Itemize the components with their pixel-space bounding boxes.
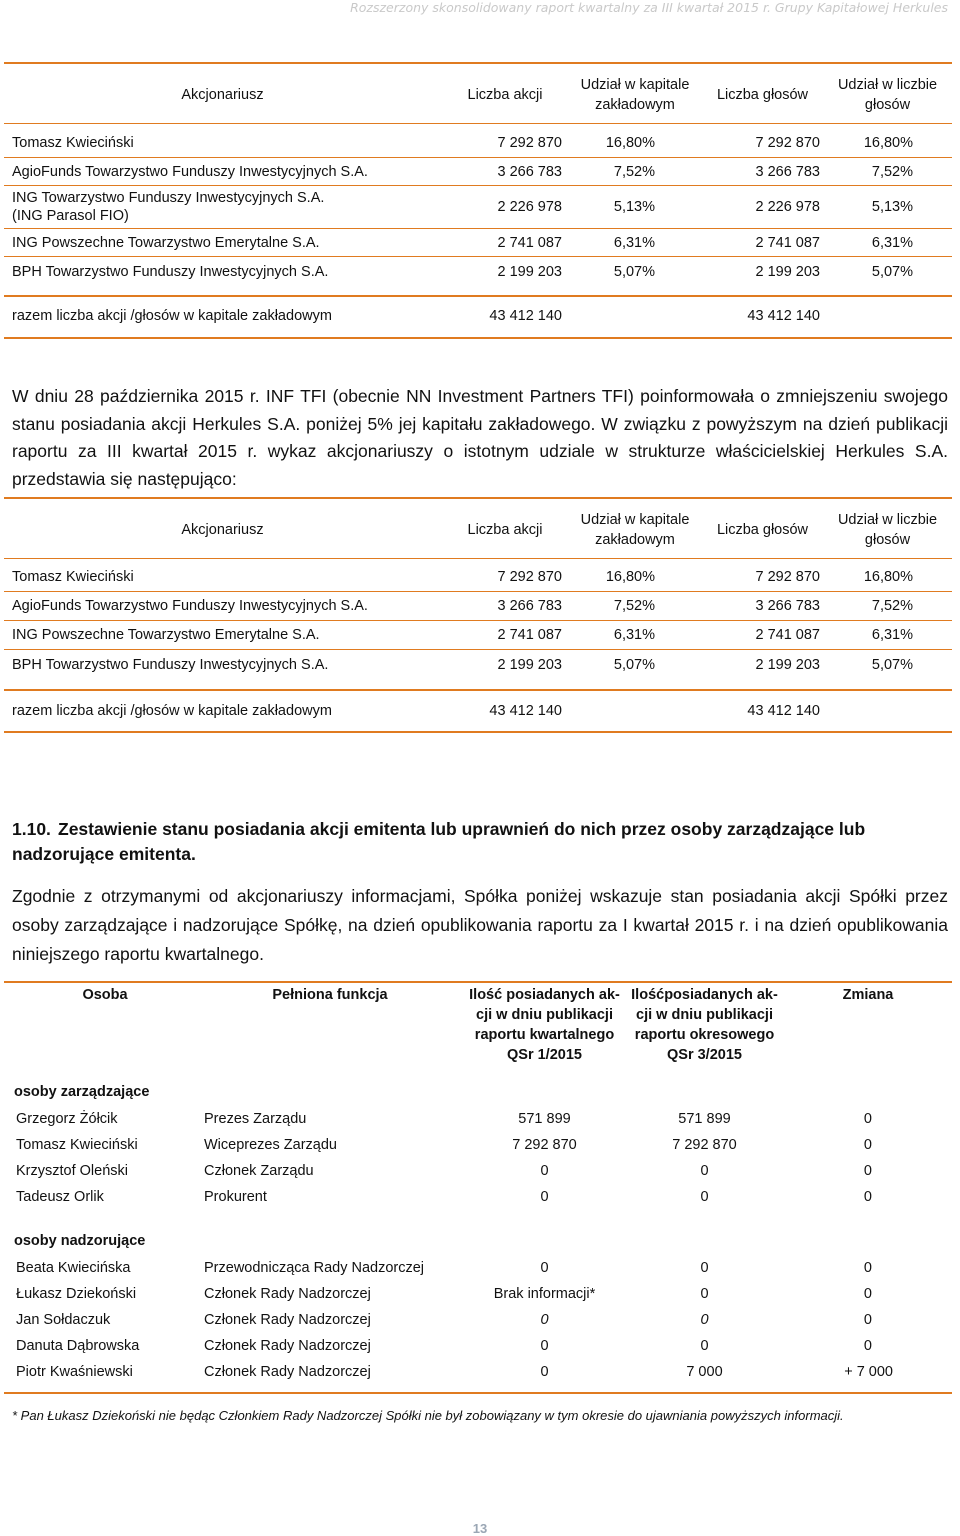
table-cell: 0 [700,1286,709,1302]
t2-header-udzial-glosy-l2: głosów [864,532,911,548]
table-row: ING Powszechne Towarzystwo Emerytalne S.A. [12,627,320,643]
t2-header-akcjonariusz: Akcjonariusz [181,522,264,538]
table-cell: 3 266 783 [497,164,562,180]
table-cell: Członek Rady Nadzorczej [204,1364,371,1380]
table-row: Łukasz Dziekoński [16,1286,137,1302]
section-title: Zestawienie stanu posiadania akcji emitenta lub uprawnień do nich przez osoby zarządzające lub nadzorujące emitenta. [12,819,866,864]
table-cell: 0 [863,1111,872,1127]
t3-header-q1 [452,985,637,1065]
table-cell: 16,80% [605,569,655,585]
table-cell: 7 292 870 [512,1137,577,1153]
table-row: Jan Sołdaczuk [16,1312,111,1328]
table-cell: 2 741 087 [755,627,820,643]
row-divider [4,157,952,158]
paragraph-holdings-intro: Zgodnie z otrzymanymi od akcjonariuszy informacjami, Spółka poniżej wskazuje stan posiadania akcji Spółki przez osoby zarządzające i nadzorujące Spółkę, na dzień opublikowania raportu za I kwartał 2015 r. i na dzień opublikowania niniejszego raportu kwartalnego. [12,886,948,964]
t1-header-rule [4,123,952,124]
table-cell: 2 741 087 [497,235,562,251]
table-row: Beata Kwiecińska [16,1260,131,1276]
t3-header-q3 [612,985,797,1065]
table-cell: 2 741 087 [497,627,562,643]
table-row: BPH Towarzystwo Funduszy Inwestycyjnych S.A. [12,657,329,673]
t3-header-q3-l1: Ilośćposiadanych ak- [631,987,778,1003]
table-row: ING Towarzystwo Funduszy Inwestycyjnych S.A. [12,190,325,206]
table-cell: 0 [863,1312,872,1328]
table-row-sub: (ING Parasol FIO) [12,208,129,224]
table-row: AgioFunds Towarzystwo Funduszy Inwestycyjnych S.A. [12,598,368,614]
row-divider [4,185,952,186]
table-cell: 0 [700,1260,709,1276]
table-cell: 2 199 203 [497,657,562,673]
t2-header-rule [4,558,952,559]
table-row: Tomasz Kwieciński [16,1137,138,1153]
section-heading [12,817,942,867]
t3-header-q3-l3: raportu okresowego [634,1027,775,1043]
table-cell: Członek Zarządu [204,1163,314,1179]
table-cell: 2 226 978 [497,199,562,215]
table-cell: 7 292 870 [497,569,562,585]
table-cell: 16,80% [605,135,655,151]
t1-total-rule [4,295,952,297]
t3-header-q3-l2: cji w dniu publikacji [636,1007,773,1023]
t1-header-udzial-glosy-l1: Udział w liczbie [837,77,938,93]
table-row: Tadeusz Orlik [16,1189,104,1205]
table-cell: 7 292 870 [497,135,562,151]
table-cell: 6,31% [871,627,913,643]
t3-header-zmiana: Zmiana [842,987,894,1003]
table-cell: Członek Rady Nadzorczej [204,1312,371,1328]
t1-header-udzial-glosy-l2: głosów [864,97,911,113]
t3-header-q1-l4: QSr 1/2015 [507,1047,582,1063]
table-row: AgioFunds Towarzystwo Funduszy Inwestycyjnych S.A. [12,164,368,180]
t3-header-funkcja: Pełniona funkcja [272,987,388,1003]
table-cell: 0 [540,1163,549,1179]
t2-header-udzial-glosy-l1: Udział w liczbie [837,512,938,528]
table-cell: 0 [863,1260,872,1276]
table-cell: Członek Rady Nadzorczej [204,1286,371,1302]
t3-header-q1-l1: Ilość posiadanych ak- [469,987,620,1003]
t3-header-osoba: Osoba [82,987,128,1003]
t3-header-q1-l2: cji w dniu publikacji [476,1007,613,1023]
table-row: Piotr Kwaśniewski [16,1364,133,1380]
table-row: Danuta Dąbrowska [16,1338,140,1354]
row-divider [4,620,952,621]
table-cell: 0 [540,1364,549,1380]
table-cell: 0 [863,1137,872,1153]
table-cell: 5,07% [613,657,655,673]
table-cell: 7 000 [686,1364,723,1380]
report-header: Rozszerzony skonsolidowany raport kwartalny za III kwartał 2015 r. Grupy Kapitałowej Herkules [350,0,948,15]
table-cell: Prezes Zarządu [204,1111,307,1127]
table-cell: 3 266 783 [755,164,820,180]
table-cell: 0 [540,1338,549,1354]
table1-top-rule [4,62,952,64]
table-cell: Wiceprezes Zarządu [204,1137,337,1153]
t2-header-udzial-kapital-l1: Udział w kapitale [580,512,690,528]
t1-total-label: razem liczba akcji /głosów w kapitale zakładowym [12,308,332,324]
table-cell: 0 [863,1163,872,1179]
table-cell: 3 266 783 [497,598,562,614]
table3-bottom-rule [4,1392,952,1394]
table-row: Tomasz Kwieciński [12,569,134,585]
table-cell: 571 899 [678,1111,731,1127]
table-cell: 0 [700,1163,709,1179]
row-divider [4,228,952,229]
table-cell: Prokurent [204,1189,267,1205]
table-cell: 5,07% [871,264,913,280]
table-cell: 6,31% [613,627,655,643]
table-cell: 7 292 870 [672,1137,737,1153]
t2-total-votes: 43 412 140 [747,703,820,719]
t1-header-udzial-kapital-l2: zakładowym [595,97,675,113]
t1-total-votes: 43 412 140 [747,308,820,324]
table-cell: 0 [700,1312,709,1328]
table-cell: 2 741 087 [755,235,820,251]
t1-header-akcjonariusz: Akcjonariusz [181,87,264,103]
table-cell: 7 292 870 [755,569,820,585]
table-cell: 7 292 870 [755,135,820,151]
table-cell: 16,80% [863,135,913,151]
t1-header-udzial-glosy [820,75,955,115]
table-cell: 7,52% [871,598,913,614]
table-cell: 2 199 203 [497,264,562,280]
table-cell: 0 [700,1338,709,1354]
t1-bottom-rule [4,337,952,339]
table-cell: Członek Rady Nadzorczej [204,1338,371,1354]
table-cell: 2 199 203 [755,657,820,673]
table3-top-rule [4,981,952,983]
table-cell: 2 199 203 [755,264,820,280]
table-cell: 0 [540,1312,549,1328]
table-cell: 5,07% [871,657,913,673]
table-cell: 2 226 978 [755,199,820,215]
table-cell: 7,52% [613,598,655,614]
table-cell: 0 [863,1338,872,1354]
t3-header-q1-l3: raportu kwartalnego [474,1027,615,1043]
table-cell: 0 [700,1189,709,1205]
table-cell: 6,31% [871,235,913,251]
table-cell: 5,07% [613,264,655,280]
t2-header-udzial-kapital [560,510,710,550]
t1-header-udzial-kapital-l1: Udział w kapitale [580,77,690,93]
table-cell: Brak informacji* [493,1286,596,1302]
t1-header-udzial-kapital [560,75,710,115]
table-cell: 3 266 783 [755,598,820,614]
t2-header-liczba-akcji: Liczba akcji [467,522,543,538]
table-cell: 7,52% [871,164,913,180]
table-cell: 0 [863,1286,872,1302]
t2-header-liczba-glosow: Liczba głosów [716,522,809,538]
paragraph-ownership-change: W dniu 28 października 2015 r. INF TFI (obecnie NN Investment Partners TFI) poinformowała o zmniejszeniu swojego stanu posiadania akcji Herkules S.A. poniżej 5% jej kapitału zakładowego. W związku z powyższym na dzień publikacji raportu za III kwartał 2015 r. wykaz akcjonariuszy o istotnym udziale w strukturze właścicielskiej Herkules S.A. przedstawia się następująco: [12,386,948,489]
table-cell: 0 [540,1189,549,1205]
table-cell: 7,52% [613,164,655,180]
t2-header-udzial-glosy [820,510,955,550]
table-row: BPH Towarzystwo Funduszy Inwestycyjnych S.A. [12,264,329,280]
table-cell: 0 [540,1260,549,1276]
group-management: osoby zarządzające [14,1084,150,1100]
table-row: Grzegorz Żółcik [16,1111,118,1127]
table-cell: Przewodnicząca Rady Nadzorczej [204,1260,425,1276]
row-divider [4,591,952,592]
table-row: Tomasz Kwieciński [12,135,134,151]
page-number: 13 [472,1521,488,1536]
t2-total-rule [4,689,952,691]
footnote: * Pan Łukasz Dziekoński nie będąc Członkiem Rady Nadzorczej Spółki nie był zobowiązany w tym okresie do ujawniania powyższych informacji. [12,1408,844,1423]
table-cell: 5,13% [871,199,913,215]
table-cell: + 7 000 [844,1364,893,1380]
t1-header-liczba-akcji: Liczba akcji [467,87,543,103]
table2-top-rule [4,497,952,499]
t1-total-shares: 43 412 140 [489,308,562,324]
table-row: ING Powszechne Towarzystwo Emerytalne S.A. [12,235,320,251]
table-cell: 571 899 [518,1111,571,1127]
table-cell: 0 [863,1189,872,1205]
t1-header-liczba-glosow: Liczba głosów [716,87,809,103]
section-number: 1.10. [12,819,51,839]
t2-header-udzial-kapital-l2: zakładowym [595,532,675,548]
t3-header-q3-l4: QSr 3/2015 [667,1047,742,1063]
table-cell: 5,13% [613,199,655,215]
t2-total-shares: 43 412 140 [489,703,562,719]
table-cell: 6,31% [613,235,655,251]
t2-total-label: razem liczba akcji /głosów w kapitale zakładowym [12,703,332,719]
t2-bottom-rule [4,731,952,733]
table-row: Krzysztof Oleński [16,1163,128,1179]
table-cell: 16,80% [863,569,913,585]
row-divider [4,649,952,650]
row-divider [4,256,952,257]
group-supervisory: osoby nadzorujące [14,1233,146,1249]
